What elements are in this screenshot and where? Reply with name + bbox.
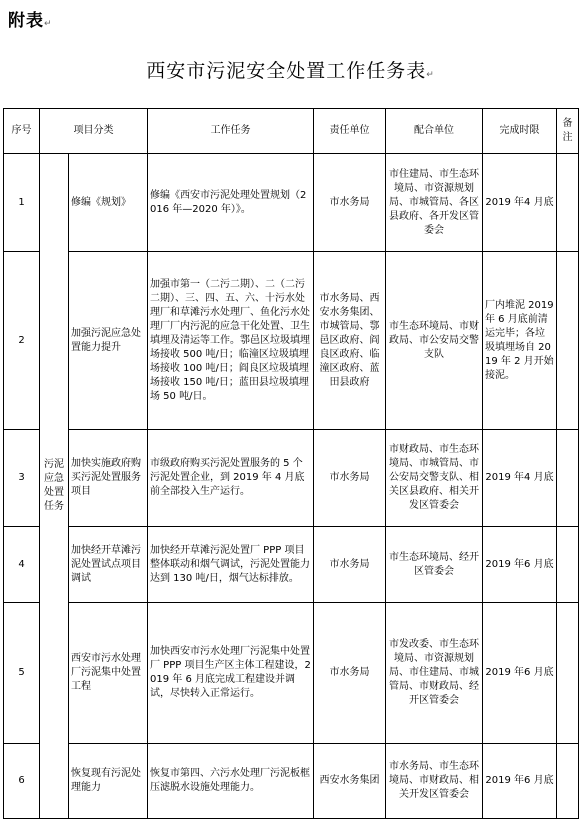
row-number: 2 xyxy=(4,252,40,430)
row-task: 恢复市第四、六污水处理厂污泥板框压滤脱水设施处理能力。 xyxy=(148,744,314,819)
header-cooperating: 配合单位 xyxy=(386,109,483,154)
row-category: 加强污泥应急处置能力提升 xyxy=(69,252,148,430)
row-responsible: 市水务局 xyxy=(314,603,386,744)
row-number: 5 xyxy=(4,603,40,744)
header-category: 项目分类 xyxy=(40,109,148,154)
header-task: 工作任务 xyxy=(148,109,314,154)
row-remarks xyxy=(557,603,579,744)
header-deadline: 完成时限 xyxy=(483,109,557,154)
row-cooperating: 市住建局、市生态环境局、市资源规划局、市城管局、各区县政府、各开发区管委会 xyxy=(386,154,483,252)
row-cooperating: 市水务局、市生态环境局、市财政局、相关开发区管委会 xyxy=(386,744,483,819)
row-category: 加快经开草滩污泥处置试点项目调试 xyxy=(69,527,148,603)
row-cooperating: 市生态环境局、市财政局、市公安局交警支队 xyxy=(386,252,483,430)
header-no: 序号 xyxy=(4,109,40,154)
row-category: 西安市污水处理厂污泥集中处置工程 xyxy=(69,603,148,744)
row-deadline: 2019 年6 月底 xyxy=(483,603,557,744)
table-row xyxy=(4,603,579,744)
row-number: 4 xyxy=(4,527,40,603)
table-row xyxy=(4,527,579,603)
table-row xyxy=(4,430,579,527)
row-cooperating: 市生态环境局、经开区管委会 xyxy=(386,527,483,603)
row-task: 加快西安市污水处理厂污泥集中处置厂 PPP 项目生产区主体工程建设，2019 年 6 月底完成工程建设并调试，尽快转入正常运行。 xyxy=(148,603,314,744)
row-category: 修编《规划》 xyxy=(69,154,148,252)
table-header-row xyxy=(4,109,579,154)
row-remarks xyxy=(557,527,579,603)
row-deadline: 厂内堆泥 2019 年 6 月底前清运完毕；各垃圾填埋场自 2019 年 2 月开始接泥。 xyxy=(483,252,557,430)
row-number: 1 xyxy=(4,154,40,252)
row-responsible: 市水务局、西安水务集团、市城管局、鄠邑区政府、阎良区政府、临潼区政府、蓝田县政府 xyxy=(314,252,386,430)
row-deadline: 2019 年6 月底 xyxy=(483,744,557,819)
row-responsible: 市水务局 xyxy=(314,154,386,252)
group-label: 污泥应急处置任务 xyxy=(40,154,69,819)
row-responsible: 市水务局 xyxy=(314,430,386,527)
row-cooperating: 市财政局、市生态环境局、市城管局、市公安局交警支队、相关区县政府、相关开发区管委会 xyxy=(386,430,483,527)
header-responsible: 责任单位 xyxy=(314,109,386,154)
row-task: 修编《西安市污泥处理处置规划（2016 年—2020 年）》。 xyxy=(148,154,314,252)
row-remarks xyxy=(557,154,579,252)
row-category: 恢复现有污泥处理能力 xyxy=(69,744,148,819)
paragraph-mark-icon: ↵ xyxy=(426,70,435,80)
row-task: 加快经开草滩污泥处置厂 PPP 项目整体联动和烟气调试，污泥处置能力达到 130 吨/日，烟气达标排放。 xyxy=(148,527,314,603)
row-number: 3 xyxy=(4,430,40,527)
row-remarks xyxy=(557,252,579,430)
row-cooperating: 市发改委、市生态环境局、市资源规划局、市住建局、市城管局、市财政局、经开区管委会 xyxy=(386,603,483,744)
row-responsible: 西安水务集团 xyxy=(314,744,386,819)
table-row xyxy=(4,154,579,252)
row-category: 加快实施政府购买污泥处置服务项目 xyxy=(69,430,148,527)
row-remarks xyxy=(557,744,579,819)
row-deadline: 2019 年6 月底 xyxy=(483,527,557,603)
row-deadline: 2019 年4 月底 xyxy=(483,430,557,527)
task-table xyxy=(3,108,579,819)
row-remarks xyxy=(557,430,579,527)
row-task: 加强市第一（二污二期）、二（二污二期）、三、四、五、六、十污水处理厂和草滩污水处理厂、鱼化污水处理厂厂内污泥的应急干化处置、卫生填埋及清运等工作。鄠邑区垃圾填埋场接收 500 吨/日；临潼区垃圾填埋场接收 100 吨/日；阎良区垃圾填埋场接收 150 吨/日；蓝田县垃圾填埋场 50 吨/日。 xyxy=(148,252,314,430)
row-number: 6 xyxy=(4,744,40,819)
paragraph-mark-icon: ↵ xyxy=(44,19,53,29)
table-row xyxy=(4,252,579,430)
row-task: 市级政府购买污泥处置服务的 5 个污泥处置企业，到 2019 年 4 月底前全部投入生产运行。 xyxy=(148,430,314,527)
row-responsible: 市水务局 xyxy=(314,527,386,603)
table-row xyxy=(4,744,579,819)
row-deadline: 2019 年4 月底 xyxy=(483,154,557,252)
header-remarks: 备注 xyxy=(557,109,579,154)
annex-label: 附表↵ xyxy=(8,11,53,31)
document-title: 西安市污泥安全处置工作任务表↵ xyxy=(146,60,435,82)
